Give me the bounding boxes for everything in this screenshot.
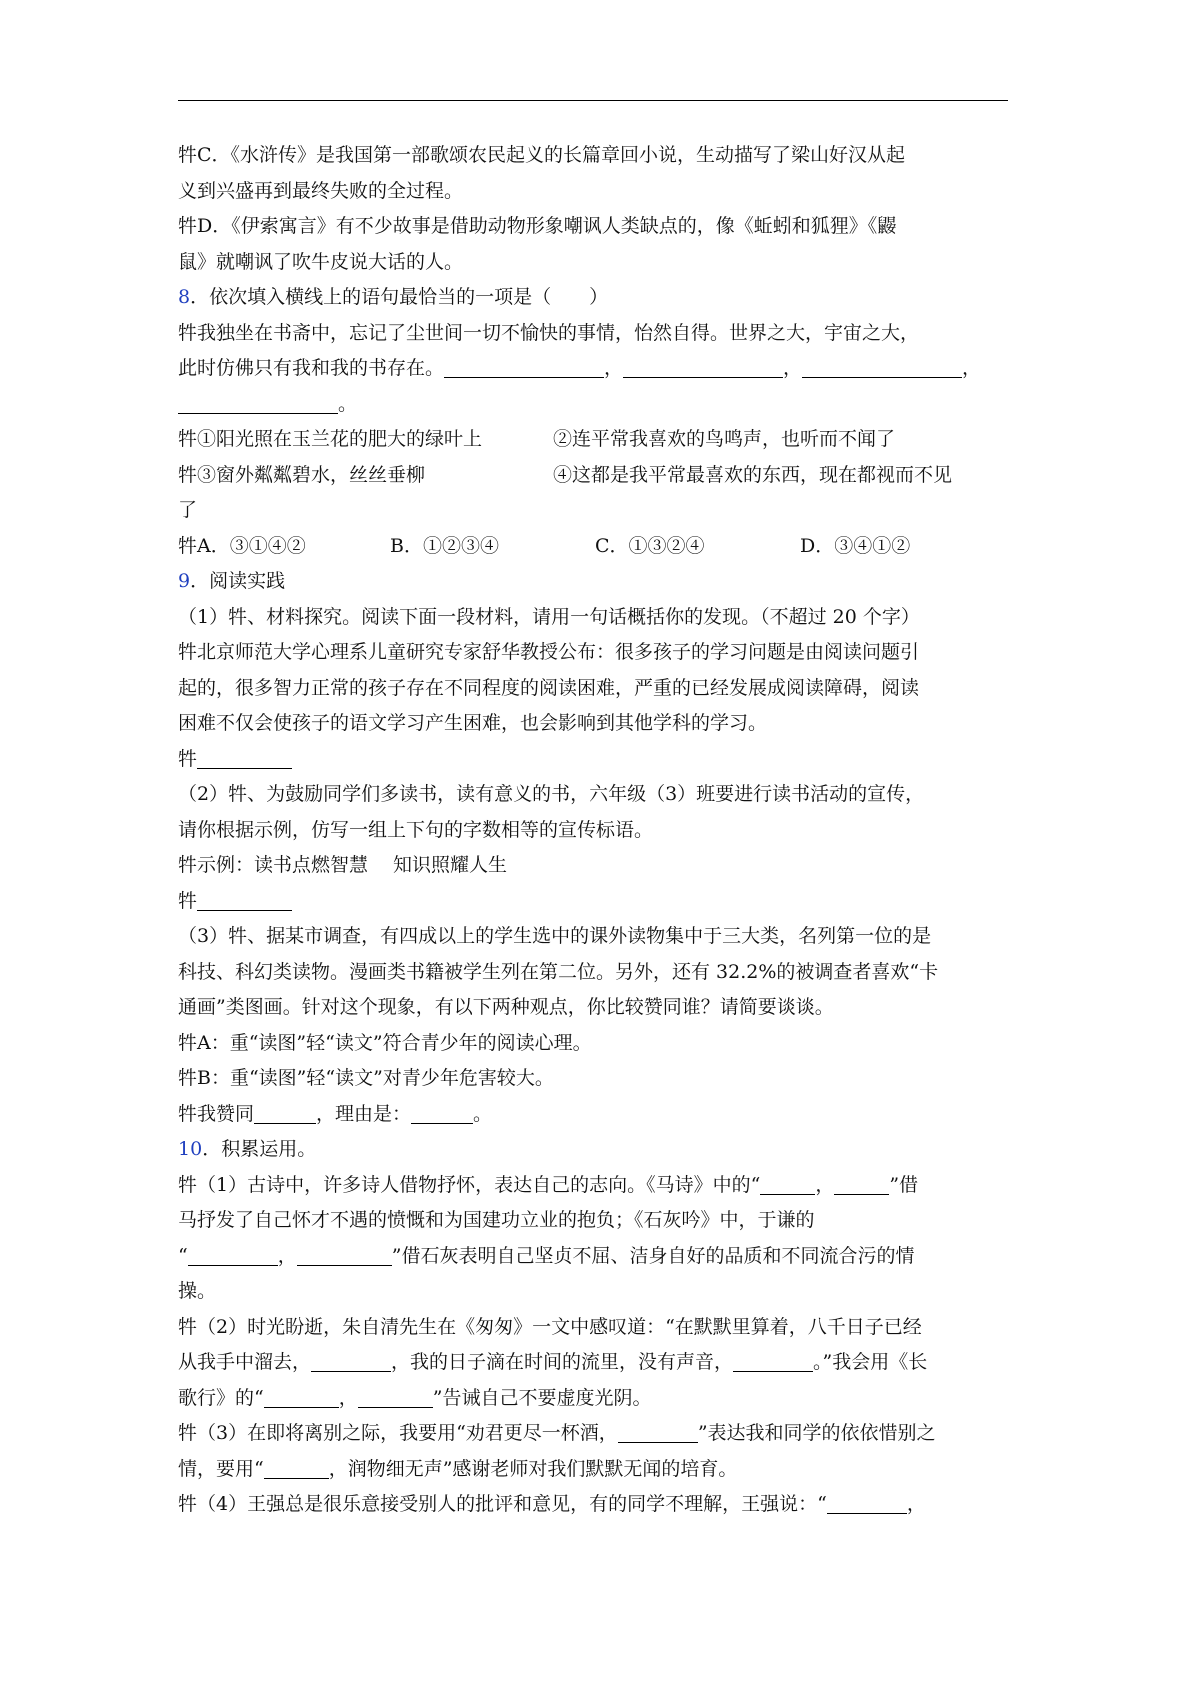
answer-blank[interactable] xyxy=(444,353,604,378)
q10-part-3-cont: 情，要用“ ，润物细无声”感谢老师对我们默默无闻的培育。 xyxy=(178,1452,1008,1488)
q8-passage-end: 。 xyxy=(178,387,1008,423)
choice-c[interactable]: C．①③②④ xyxy=(595,534,705,557)
q10-part-4: 牪（4）王强总是很乐意接受别人的批评和意见，有的同学不理解，王强说：“ ， xyxy=(178,1487,1008,1523)
q10-part-2-end: 歌行》的“ ， ”告诫自己不要虚度光阴。 xyxy=(178,1381,1008,1417)
answer-blank[interactable] xyxy=(618,1418,698,1443)
q10-part-1-cont: 马抒发了自己怀才不遇的愤慨和为国建功立业的抱负；《石灰吟》中，于谦的 xyxy=(178,1209,815,1231)
choice-a[interactable]: 牪A．③①④② xyxy=(178,534,306,557)
q9-example: 牪示例：读书点燃智慧 知识照耀人生 xyxy=(178,854,508,876)
answer-blank[interactable] xyxy=(178,389,338,414)
answer-blank[interactable] xyxy=(188,1241,278,1266)
q9-part-3-cont: 科技、科幻类读物。漫画类书籍被学生列在第二位。另外，还有 32.2%的被调查者喜欢“卡 xyxy=(178,960,939,983)
question-number: 10 xyxy=(178,1138,203,1160)
q9-answer-1: 牪 xyxy=(178,742,1008,778)
answer-blank[interactable] xyxy=(411,1099,473,1124)
answer-blank[interactable] xyxy=(827,1489,907,1514)
question-9 xyxy=(178,564,1008,600)
choice-d[interactable]: D．③④①② xyxy=(800,534,911,557)
answer-blank[interactable] xyxy=(264,1383,339,1408)
q10-part-3: 牪（3）在即将离别之际，我要用“劝君更尽一杯酒， ”表达我和同学的依依惜别之 xyxy=(178,1416,1008,1452)
question-text: ．阅读实践 xyxy=(190,570,286,592)
q10-part-1-end: 操。 xyxy=(178,1280,217,1302)
answer-blank[interactable] xyxy=(264,1454,329,1479)
q9-part-2: （2）牪、为鼓励同学们多读书，读有意义的书，六年级（3）班要进行读书活动的宣传， xyxy=(178,783,925,805)
q8-choices xyxy=(178,529,1008,565)
option-d-cont: 鼠》就嘲讽了吹牛皮说大话的人。 xyxy=(178,250,464,273)
choice-b[interactable]: B．①②③④ xyxy=(390,534,499,557)
answer-blank[interactable] xyxy=(802,353,962,378)
q9-part-2-cont: 请你根据示例，仿写一组上下句的字数相等的宣传标语。 xyxy=(178,818,654,841)
question-number: 9 xyxy=(178,570,191,592)
option-c-cont: 义到兴盛再到最终失败的全过程。 xyxy=(178,179,464,202)
answer-blank[interactable] xyxy=(834,1170,889,1195)
q9-part-3-end: 通画”类图画。针对这个现象，有以下两种观点，你比较赞同谁？请简要谈谈。 xyxy=(178,996,834,1018)
answer-blank[interactable] xyxy=(760,1170,815,1195)
answer-blank[interactable] xyxy=(623,353,783,378)
answer-blank[interactable] xyxy=(311,1347,391,1372)
q9-material: 牪北京师范大学心理系儿童研究专家舒华教授公布：很多孩子的学习问题是由阅读问题引 xyxy=(178,641,920,663)
q10-part-1-blanks: “ ， ”借石灰表明自己坚贞不屈、洁身自好的品质和不同流合污的情 xyxy=(178,1239,1008,1275)
q10-part-2: 牪（2）时光盼逝，朱自清先生在《匆匆》一文中感叹道：“在默默里算着，八千日子已经 xyxy=(178,1315,922,1338)
header-rule xyxy=(178,100,1008,101)
question-8 xyxy=(178,280,1008,316)
answer-blank[interactable] xyxy=(297,1241,392,1266)
q9-answer-3: 牪我赞同 ，理由是： 。 xyxy=(178,1097,1008,1133)
q9-material-end: 困难不仅会使孩子的语文学习产生困难，也会影响到其他学科的学习。 xyxy=(178,712,768,734)
question-number: 8 xyxy=(178,286,191,308)
answer-blank[interactable] xyxy=(254,1099,316,1124)
option-d: 牪D．《伊索寓言》有不少故事是借助动物形象嘲讽人类缺点的，像《蚯蚓和狐狸》《鼹 xyxy=(178,215,897,237)
q8-sentence-row-2: 牪③窗外粼粼碧水，丝丝垂柳 ④这都是我平常最喜欢的东西，现在都视而不见 xyxy=(178,463,953,486)
q8-sentence-row-2-cont: 了 xyxy=(178,499,198,521)
q9-view-a: 牪A：重“读图”轻“读文”符合青少年的阅读心理。 xyxy=(178,1031,592,1054)
answer-blank[interactable] xyxy=(358,1383,433,1408)
q10-part-2-cont: 从我手中溜去， ，我的日子滴在时间的流里，没有声音， 。”我会用《长 xyxy=(178,1345,1008,1381)
answer-blank[interactable] xyxy=(197,886,292,911)
option-c: 牪C．《水浒传》是我国第一部歌颂农民起义的长篇章回小说，生动描写了梁山好汉从起 xyxy=(178,144,906,166)
q8-passage-cont: 此时仿佛只有我和我的书存在。 ， ， ， xyxy=(178,351,1008,387)
question-10 xyxy=(178,1132,1008,1168)
q10-part-1: 牪（1）古诗中，许多诗人借物抒怀，表达自己的志向。《马诗》中的“ ， ”借 xyxy=(178,1168,1008,1204)
q9-answer-2: 牪 xyxy=(178,884,1008,920)
answer-blank[interactable] xyxy=(197,744,292,769)
q9-part-3: （3）牪、据某市调查，有四成以上的学生选中的课外读物集中于三大类，名列第一位的是 xyxy=(178,925,932,947)
q8-passage: 牪我独坐在书斋中，忘记了尘世间一切不愉快的事情，怡然自得。世界之大，宇宙之大， xyxy=(178,321,920,344)
q9-part-1: （1）牪、材料探究。阅读下面一段材料，请用一句话概括你的发现。（不超过 20 个字） xyxy=(178,605,920,628)
answer-blank[interactable] xyxy=(733,1347,813,1372)
q9-material-cont: 起的，很多智力正常的孩子存在不同程度的阅读困难，严重的已经发展成阅读障碍，阅读 xyxy=(178,676,920,699)
document-page xyxy=(178,138,1008,1523)
question-text: ．积累运用。 xyxy=(202,1138,317,1160)
q8-sentence-row-1: 牪①阳光照在玉兰花的肥大的绿叶上 ②连平常我喜欢的鸟鸣声，也听而不闻了 xyxy=(178,428,896,450)
q9-view-b: 牪B：重“读图”轻“读文”对青少年危害较大。 xyxy=(178,1067,554,1089)
question-text: ．依次填入横线上的语句最恰当的一项是（ ） xyxy=(190,286,609,308)
